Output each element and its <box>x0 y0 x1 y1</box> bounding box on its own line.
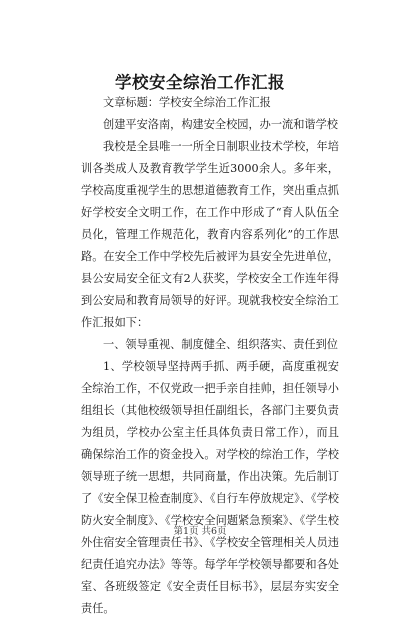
document-title: 学校安全综治工作汇报 <box>115 73 285 92</box>
section-paragraph: 1、学校领导坚持两手抓、两手硬，高度重视安全综治工作，不仅党政一把手亲自挂帅，担任领导小组组长（其他校级领导担任副组长，各部门主要负责为组员，学校办公室主任具体负责日常工作），而且确保综治工作的资金投入。对学校的综治工作，学校领导班子统一思想，共同商量，作出决策。先后制订了《安全保卫检查制度》、《自行车停放规定》、《学校防火安全制度》、《学校安全问题紧急预案》、《学生校外住宿安全管理责任书》、《学校安全管理相关人员违纪责任追究办法》等等。每学年学校领导都要和各处室、各班级签定《安全责任目标书》，层层夯实安全责任。 <box>81 360 339 615</box>
page-footer: 第1页 共6页 <box>173 526 227 537</box>
section-heading: 一、领导重视、制度健全、组织落实、责任到位 <box>103 338 338 351</box>
article-title-line: 文章标题：学校安全综治工作汇报 <box>103 96 271 109</box>
intro-paragraph: 我校是全县唯一一所全日制职业技术学校，年培训各类成人及教育教学学生近3000余人。多年来，学校高度重视学生的思想道德教育工作，突出重点抓好学校安全文明工作，在工作中形成了“育人队伍全员化，管理工作规范化，教育内容系列化”的工作思路。在安全工作中学校先后被评为县安全先进单位，县公安局安全征文有2人获奖，学校安全工作连年得到公安局和教育局领导的好评。现就我校安全综治工作汇报如下： <box>81 140 339 329</box>
slogan-line: 创建平安洛南，构建安全校园，办一流和谐学校 <box>103 118 338 131</box>
document-body <box>81 92 339 620</box>
